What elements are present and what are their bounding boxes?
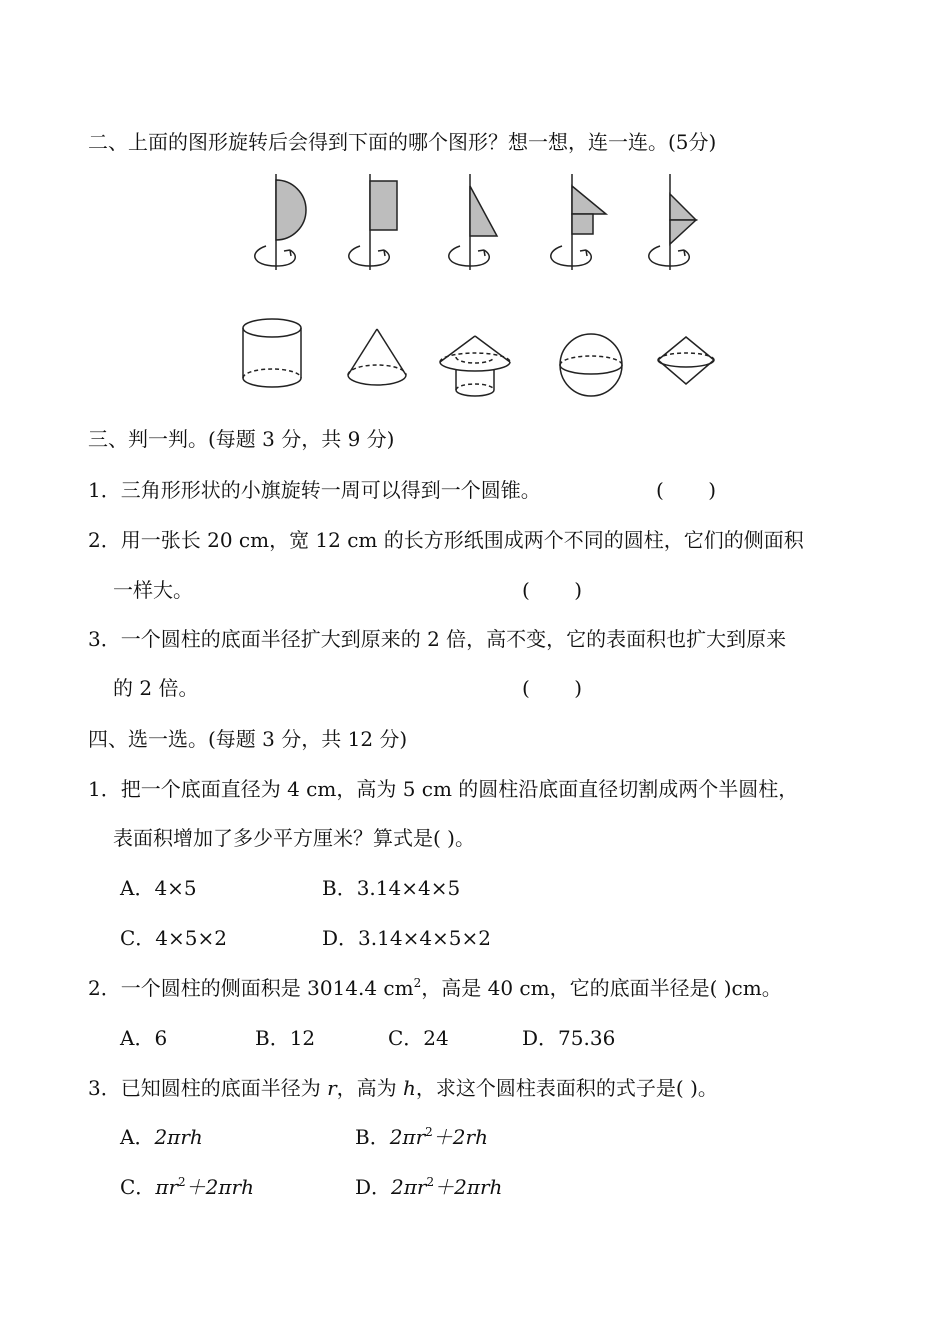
option-d[interactable]: D．75.36 xyxy=(522,1026,616,1050)
choice-question-3 xyxy=(88,1076,718,1100)
option-label: B． xyxy=(355,1125,390,1149)
option-b[interactable]: B．12 xyxy=(255,1026,316,1050)
question-text: 三角形形状的小旗旋转一周可以得到一个圆锥。 xyxy=(120,478,541,502)
judge-question-3 xyxy=(88,627,786,651)
option-label: D． xyxy=(355,1175,392,1199)
superscript: 2 xyxy=(178,1175,186,1189)
section2-title: 二、上面的图形旋转后会得到下面的哪个图形？想一想，连一连。(5分) xyxy=(88,130,717,154)
choice-question-2 xyxy=(88,976,782,1000)
option-a[interactable] xyxy=(120,1125,203,1149)
question-text-continued: 表面积增加了多少平方厘米？算式是( )。 xyxy=(113,826,475,850)
question-text: 一个圆柱的底面半径扩大到原来的 2 倍，高不变，它的表面积也扩大到原来 xyxy=(120,627,787,651)
option-a[interactable]: A．4×5 xyxy=(120,876,197,900)
question-text: ，高是 40 cm，它的底面半径是( )cm。 xyxy=(421,976,782,1000)
superscript: 2 xyxy=(413,976,422,990)
question-text: 一个圆柱的侧面积是 3014.4 cm xyxy=(120,976,414,1000)
question-number: 2． xyxy=(88,976,121,1000)
option-label: A． xyxy=(120,1125,155,1149)
formula: πr xyxy=(155,1175,179,1199)
formula: ＋2πrh xyxy=(185,1175,254,1199)
sphere-icon xyxy=(560,334,622,396)
question-number: 1． xyxy=(88,777,121,801)
option-a[interactable]: A．6 xyxy=(120,1026,168,1050)
judge-question-2 xyxy=(88,528,804,552)
formula: 2πr xyxy=(391,1175,427,1199)
option-c[interactable]: C．24 xyxy=(388,1026,449,1050)
question-text: 已知圆柱的底面半径为 xyxy=(120,1076,328,1100)
question-text: ，求这个圆柱表面积的式子是( )。 xyxy=(415,1076,718,1100)
cone-icon xyxy=(348,329,406,385)
superscript: 2 xyxy=(426,1175,435,1189)
double-triangle-rotate-icon xyxy=(649,174,696,270)
triangle-square-rotate-icon xyxy=(551,174,606,270)
option-c[interactable] xyxy=(120,1175,254,1199)
cylinder-icon xyxy=(243,319,301,387)
option-c[interactable]: C．4×5×2 xyxy=(120,926,227,950)
formula: ＋2πrh xyxy=(434,1175,503,1199)
answer-parentheses[interactable]: ( ) xyxy=(656,478,717,502)
option-d[interactable] xyxy=(355,1175,502,1199)
variable-h: h xyxy=(403,1076,416,1100)
option-b[interactable] xyxy=(355,1125,488,1149)
question-number: 3． xyxy=(88,627,121,651)
variable-r: r xyxy=(327,1076,337,1100)
formula: 2πr xyxy=(389,1125,426,1149)
answer-parentheses[interactable]: ( ) xyxy=(522,676,583,700)
question-text-continued: 的 2 倍。 xyxy=(113,676,199,700)
question-number: 2． xyxy=(88,528,121,552)
option-label: C． xyxy=(120,1175,156,1199)
choice-question-1 xyxy=(88,777,798,801)
option-d[interactable]: D．3.14×4×5×2 xyxy=(322,926,492,950)
answer-parentheses[interactable]: ( ) xyxy=(522,578,583,602)
question-text: 把一个底面直径为 4 cm，高为 5 cm 的圆柱沿底面直径切割成两个半圆柱， xyxy=(120,777,799,801)
option-b[interactable]: B．3.14×4×5 xyxy=(322,876,461,900)
judge-question-1 xyxy=(88,478,541,502)
question-text: 用一张长 20 cm，宽 12 cm 的长方形纸围成两个不同的圆柱，它们的侧面积 xyxy=(120,528,804,552)
section3-title: 三、判一判。(每题 3 分，共 9 分) xyxy=(88,427,395,451)
question-number: 1． xyxy=(88,478,121,502)
question-number: 3． xyxy=(88,1076,121,1100)
formula: ＋2rh xyxy=(432,1125,488,1149)
rotation-shapes-row xyxy=(0,170,950,275)
semicircle-rotate-icon xyxy=(255,174,306,270)
superscript: 2 xyxy=(425,1125,433,1139)
double-cone-icon xyxy=(658,337,714,384)
formula: 2πrh xyxy=(154,1125,203,1149)
question-text-continued: 一样大。 xyxy=(113,578,193,602)
solids-row xyxy=(0,315,950,400)
cone-on-cylinder-icon xyxy=(440,336,510,396)
question-text: ，高为 xyxy=(336,1076,404,1100)
triangle-rotate-icon xyxy=(449,174,497,270)
section4-title: 四、选一选。(每题 3 分，共 12 分) xyxy=(88,727,408,751)
rectangle-rotate-icon xyxy=(349,174,397,270)
